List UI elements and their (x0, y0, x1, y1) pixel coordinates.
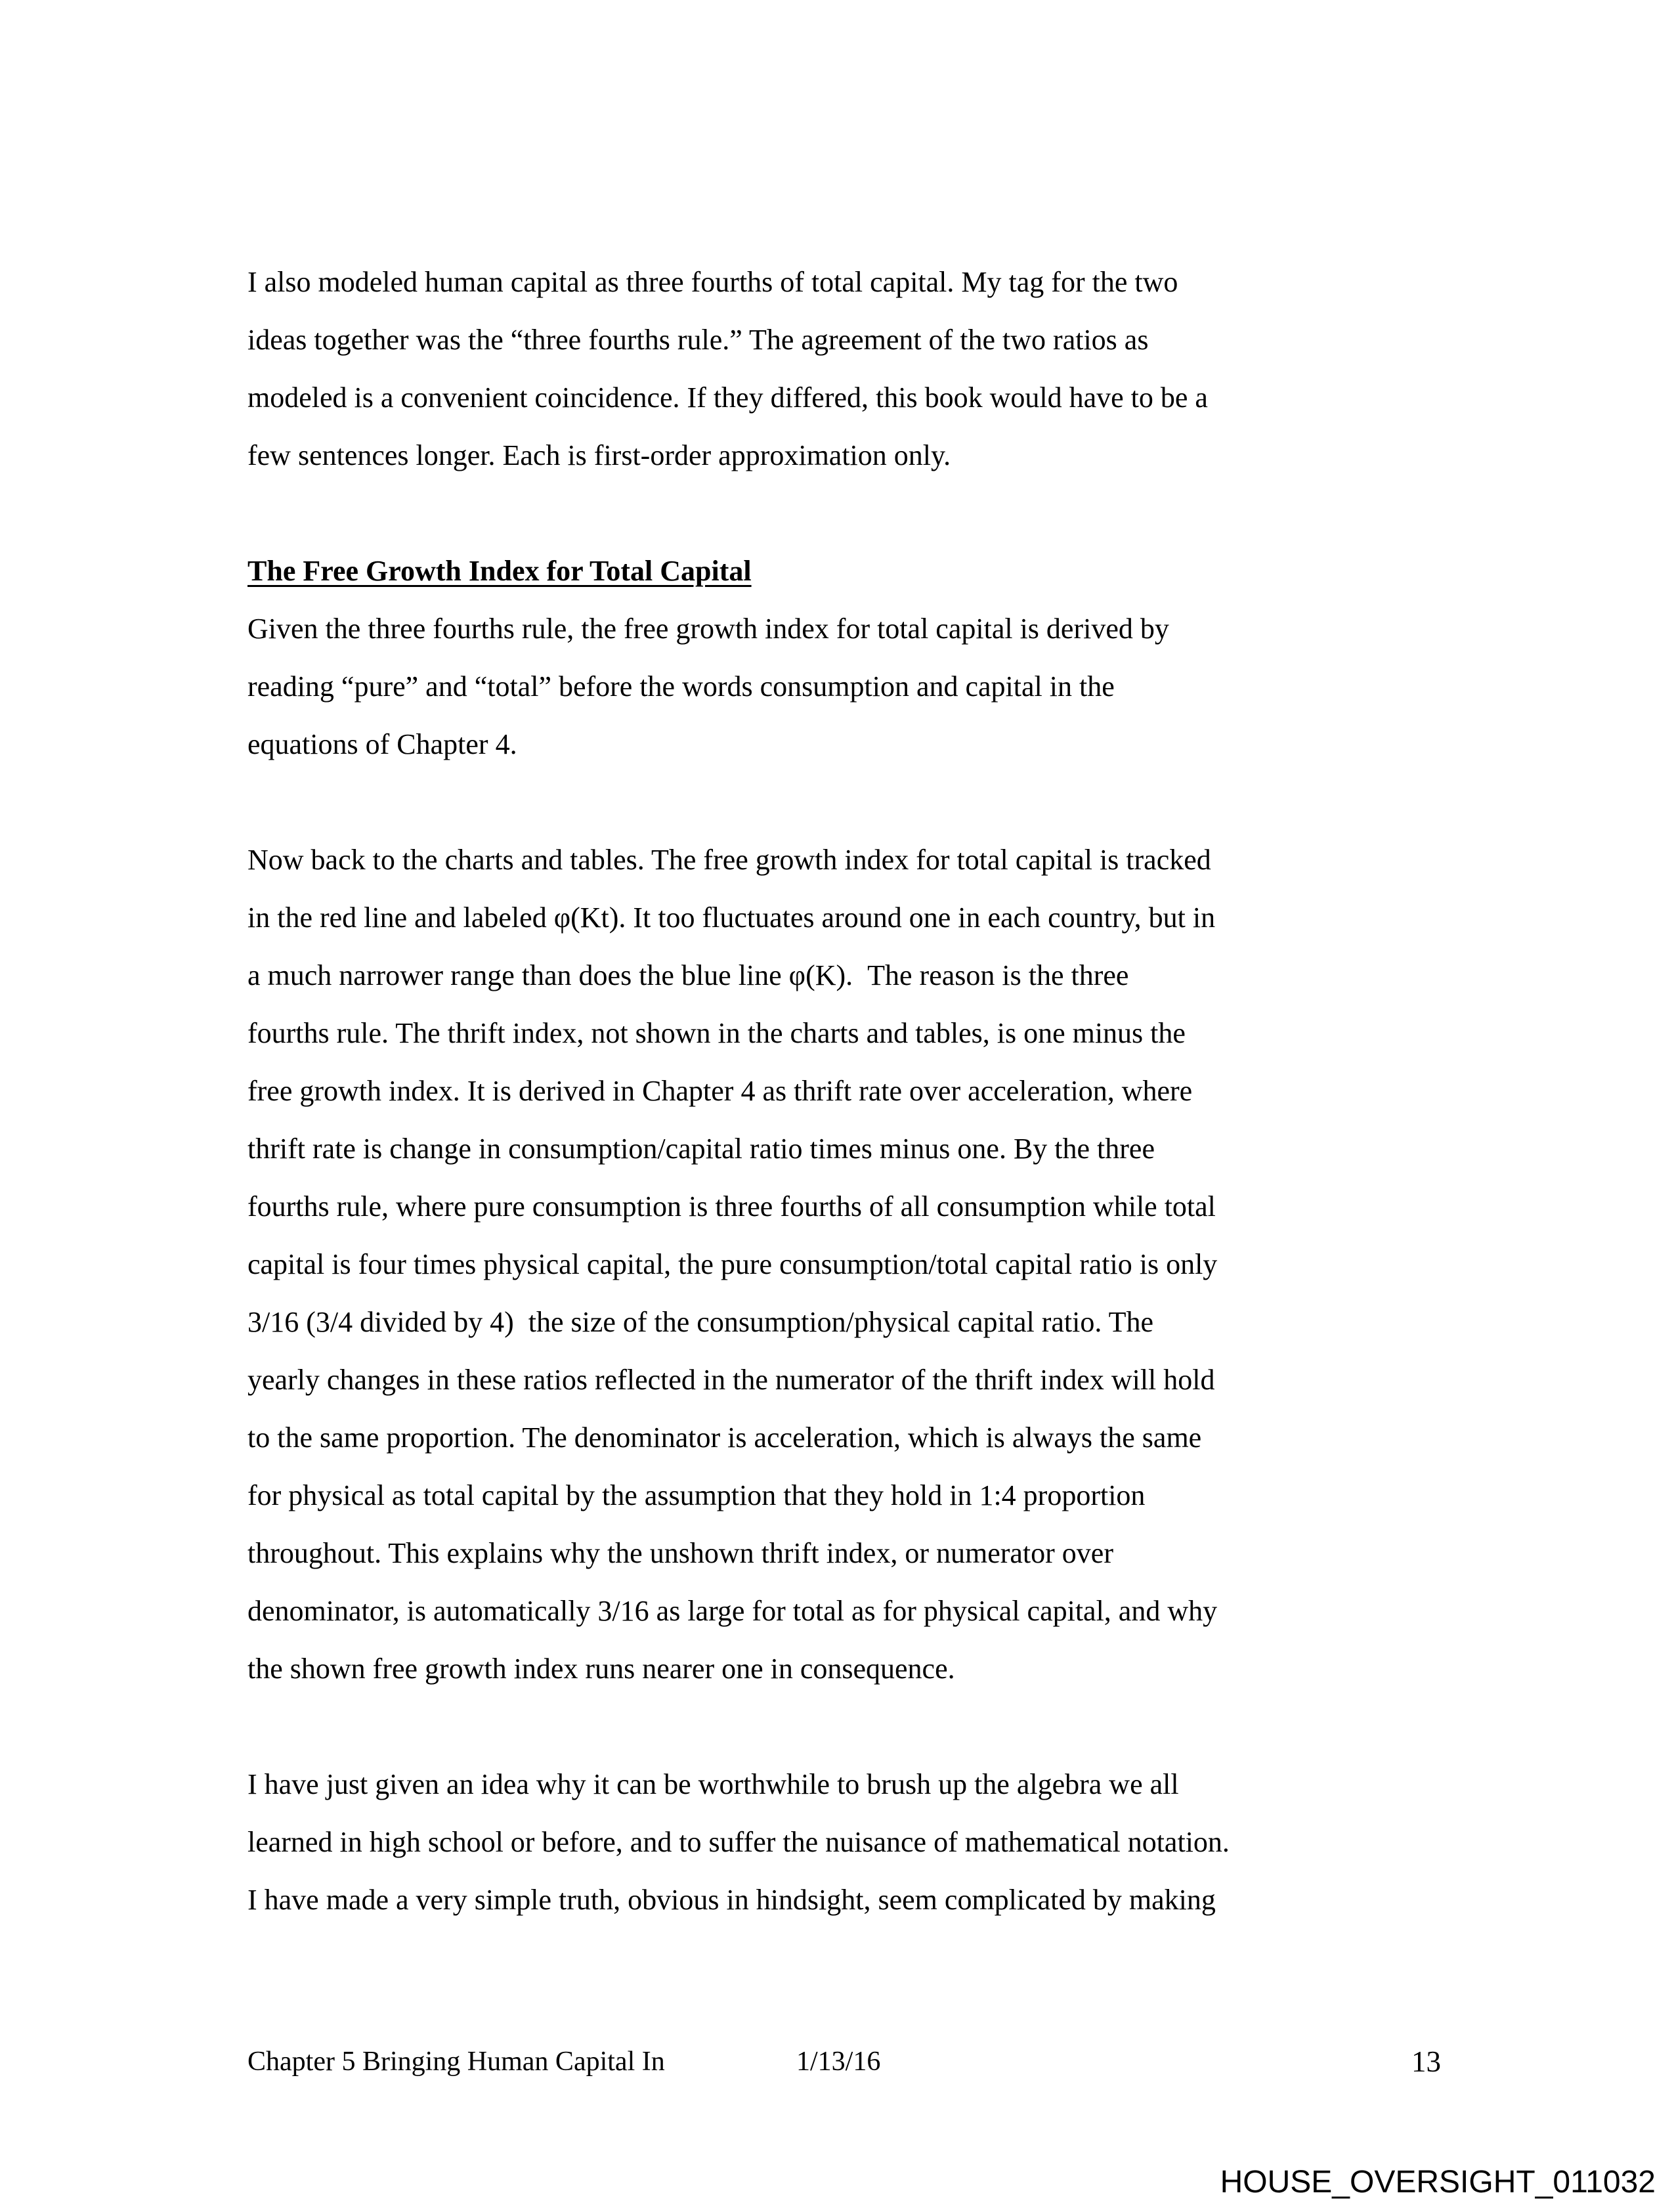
text-line: 3/16 (3/4 divided by 4) the size of the consumption/physical capital ratio. The (247, 1306, 1153, 1338)
page-number: 13 (1411, 2045, 1441, 2078)
text-line: I have made a very simple truth, obvious in hindsight, seem complicated by making (247, 1884, 1216, 1916)
text-line: modeled is a convenient coincidence. If they differed, this book would have to be a (247, 381, 1208, 414)
text-line: ideas together was the “three fourths rule.” The agreement of the two ratios as (247, 324, 1149, 356)
text-line: Given the three fourths rule, the free growth index for total capital is derived by (247, 613, 1169, 645)
text-line: thrift rate is change in consumption/capital ratio times minus one. By the three (247, 1133, 1155, 1165)
text-line: Now back to the charts and tables. The free growth index for total capital is tracked (247, 844, 1211, 876)
text-line: yearly changes in these ratios reflected in the numerator of the thrift index will hold (247, 1364, 1215, 1396)
footer-date: 1/13/16 (796, 2047, 881, 2077)
paragraph (247, 1756, 1436, 1929)
text-line: I also modeled human capital as three fourths of total capital. My tag for the two (247, 266, 1178, 298)
text-line: for physical as total capital by the assumption that they hold in 1:4 proportion (247, 1479, 1146, 1511)
text-line: reading “pure” and “total” before the words consumption and capital in the (247, 670, 1115, 703)
text-line: fourths rule, where pure consumption is three fourths of all consumption while total (247, 1190, 1216, 1223)
text-line: equations of Chapter 4. (247, 728, 517, 760)
text-line: to the same proportion. The denominator is acceleration, which is always the same (247, 1421, 1202, 1454)
text-line: learned in high school or before, and to suffer the nuisance of mathematical notation. (247, 1826, 1230, 1858)
text-line: a much narrower range than does the blue line φ(K). The reason is the three (247, 959, 1129, 991)
paragraph (247, 253, 1436, 485)
text-line: throughout. This explains why the unshown thrift index, or numerator over (247, 1537, 1113, 1569)
text-line: I have just given an idea why it can be worthwhile to brush up the algebra we all (247, 1768, 1179, 1800)
text-line: free growth index. It is derived in Chapter 4 as thrift rate over acceleration, where (247, 1075, 1193, 1107)
paragraph (247, 600, 1436, 773)
text-line: few sentences longer. Each is first-order approximation only. (247, 439, 951, 471)
footer-chapter-label: Chapter 5 Bringing Human Capital In (247, 2047, 665, 2077)
text-line: capital is four times physical capital, the pure consumption/total capital ratio is only (247, 1248, 1218, 1280)
text-line: denominator, is automatically 3/16 as large for total as for physical capital, and why (247, 1595, 1218, 1627)
paragraph (247, 831, 1436, 1698)
text-line: The Free Growth Index for Total Capital (247, 555, 752, 587)
section-heading (247, 542, 1436, 600)
document-body (247, 253, 1436, 1987)
bates-stamp: HOUSE_OVERSIGHT_011032 (1220, 2165, 1656, 2200)
text-line: fourths rule. The thrift index, not shown in the charts and tables, is one minus the (247, 1017, 1186, 1049)
text-line: in the red line and labeled φ(Kt). It too fluctuates around one in each country, but in (247, 901, 1216, 934)
text-line: the shown free growth index runs nearer one in consequence. (247, 1653, 955, 1685)
page-footer (247, 2033, 1441, 2091)
